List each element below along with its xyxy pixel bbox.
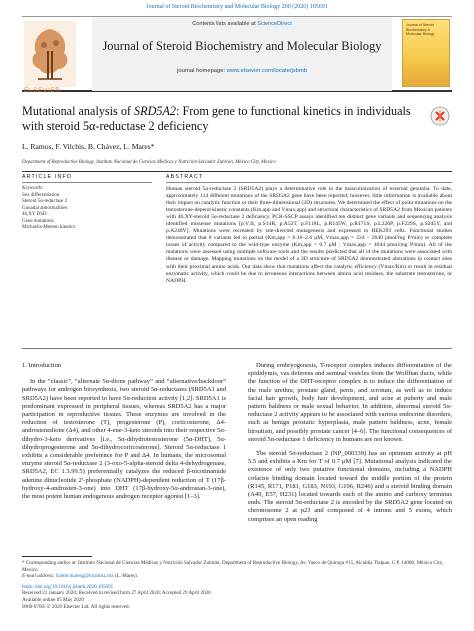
article-info-heading: ARTICLE INFO — [22, 174, 73, 180]
crossmark-icon[interactable] — [430, 106, 450, 126]
footnote-divider — [22, 556, 92, 557]
article-title: Mutational analysis of SRD5A2: From gene to functional kinetics in individuals with steroid 5α-reductase 2 deficiency — [22, 104, 411, 133]
email-line: E-mail address: lizette.maresg@incmnsz.mx (L. Mares). — [22, 573, 138, 580]
body-column-right — [248, 362, 452, 530]
keyword-item: Sex differentiation — [22, 192, 60, 198]
available-online: Available online 05 May 2020 — [22, 596, 84, 603]
email-link[interactable]: lizette.maresg@incmnsz.mx — [55, 573, 114, 580]
keyword-item: Michaelis-Menten kinetics — [22, 225, 76, 230]
keyword-item: Steroid 5α-reductase 2 — [22, 199, 68, 204]
keywords-label: Keywords: — [22, 186, 44, 191]
contents-line: Contents lists available at ScienceDirect — [192, 21, 292, 27]
elsevier-wordmark: ELSEVIER — [24, 87, 61, 94]
footnotes — [22, 560, 452, 610]
authors[interactable]: L. Ramos, F. Vilchis, B. Chávez, L. Mares* — [22, 142, 155, 151]
divider — [22, 171, 452, 172]
journal-reference[interactable]: Journal of Steroid Biochemistry and Molecular Biology 200 (2020) 105691 — [146, 4, 328, 10]
divider — [166, 182, 452, 183]
body-paragraph: The steroid 5α-reductase 2 (NP_000339) has an optimum activity at pH 5.5 and exhibits a Km for T of 0.7 μM [7]. Mutational analysis indicated the existence of only two putative functional domains, including a NADPH cofactor binding domain located toward the middle portion of the protein (R145, R171, P181, G183, N193, G196, R246) and a steroid binding domain (A49, E57, H231) located towards each of the amino and carboxy terminus ends. The steroid 5α-reductase 2 is encoded by the SRD5A2 gene located on chromosome 2 at p23 and composed of 4 introns and 5 exons, which comprises an open reading — [248, 450, 452, 523]
copyright: 0960-0760/ © 2020 Elsevier Ltd. All rights reserved. — [22, 603, 130, 610]
abstract-body: Human steroid 5α-reductase 2 (SRD5A2) plays a determinative role in the masculinization of external genitalia. To date, approximately 114 different mutations of the SRD5A2 gene have been reported; however, little information is available about their impact on catalytic function or their three-dimensional (3D) structures. We determined the effect of point mutations on the testosterone-depend kinetic constants (Km,app and Vmax,app) and structural characteristics of SRD5A2 from Mexican patients with 46,XY-steroid 5α-reductase 2 deficiency. PCR-SSCP assays identified ten distinct gene variants and sequencing analysis identified missense mutations [p.V3I, p.S14R, p.A52T, p.F118L, p.R145W, p.R171S, p.L226P, p.F229S, p.S245Y, and p.A248V]. Mutations were recreated by site-directed mutagenesis and expressed in HEK293 cells. Functional studies demonstrated that 8 variants led to partial (Km,app = 0.16–2.6 μM, Vmax,app = 224 – 2640 pmol/mg P/min) or complete losses of activity compared to the wild-type enzyme (Km,app = 0.7 μM ; Vmax,app = 4044 pmol/mg P/min). All of the mutations were assessed using multiple software tools and the results predicted that all of the mutations were associated with disease or damage. Mapping mutations on the model of a 3D structure of SRD5A2 demonstrated alterations in contact sites with their proximal amino acids. Our data show that mutations affect the catalytic efficiency (Vmax/Km) or result in residual enzymatic activity, which could be due to erroneous interactions between amino acid residues, the substrate testosterone, or NADPH. — [166, 186, 452, 284]
journal-title: Journal of Steroid Biochemistry and Molecular Biology — [102, 39, 382, 53]
body-column-left — [22, 362, 226, 507]
divider — [22, 348, 452, 349]
divider — [22, 182, 152, 183]
doi-link[interactable]: https://doi.org/10.1016/j.jsbmb.2020.105691 — [22, 583, 114, 590]
keyword-item: 46,XY DSD — [22, 212, 47, 217]
journal-homepage-link[interactable]: www.elsevier.com/locate/jsbmb — [226, 68, 307, 74]
elsevier-tree-logo — [24, 21, 76, 87]
cover-title: Journal of Steroid Biochemistry & Molecular Biology — [406, 23, 435, 36]
received-dates: Received 21 January 2020; Received in revised form 27 April 2020; Accepted 29 April 2020 — [22, 590, 211, 597]
body-paragraph: In the “classic”, “alternate 5α-dione pathway” and “alternative/backdoor” pathways for androgen biosynthesis, two steroid 5α-reductases (SRD5A1 and SRD5A2) have been reported to have 5α-reduction activity [1,2]. SRD5A1 is predominant expressed in peripheral tissues, whereas SRD5A2 has a major participation in reproductive tissues. These enzymes are involved in the reduction of testosterone (T), progesterone (P), corticosterone, Δ4-androstenedione (Δ4), and other 4-ene-3-keto steroids into their respective 5α-dihydro-3-keto derivatives [i.e., 5α-dihydrotestosterone (5α-DHT), 5α-dihydroprogesterone and 5α-dihydrocorticosterone]. Steroid 5α-reductase 1 exhibits a considerable preference for P and Δ4. In humans, the microsomal enzyme steroid 5α-reductase 2 (3-oxo-5-alpha-steroid delta 4-dehydrogenase, SRD5A2, EC 1.3.99.5) preferentially catalyzes the reduced β-nicotinamide adenine dinucleotide 2′-phosphate (NADPH)-dependent reduction of T (17β-hydroxy-4-androsten-3-one) into DHT (17β-hydroxy-5α-androstan-3-one), the most potent human endogenous androgen receptor agonist [1–3]. — [22, 378, 226, 501]
section-heading: 1. Introduction — [22, 362, 62, 369]
body-paragraph: During embryogenesis, T-receptor complex induces differentiation of the epididymis, vas deferens and seminal vesicles from the Wolffian ducts, while the function of the DHT-receptor complex is to induce the differentiation of the male urethra, prostate gland, penis, and scrotum, as well as to induce facial hair growth, body hair development, and acne at puberty and male pattern baldness or male sexual behavior. In addition, abnormal steroid 5α-reductase 2 activity appears to be associated with various endocrine disorders, such as benign prostatic hyperplasia, male pattern baldness, acne, female hirsutism, and possibly prostate cancer [4–6]. The functional consequences of steroid 5α-reductase 1 deficiency in humans are not known. — [248, 362, 452, 443]
corresponding-author-note: * Corresponding author at: Instituto Nacional de Ciencias Médicas y Nutrición Salvador Zubirán, Department of Reproductive Biology, Av. Vasco de Quiroga #15, Alcaldía Tlalpan, C.P. 14080, México City, Mexico. — [22, 560, 444, 573]
keyword-item: Gene mutations — [22, 218, 54, 224]
homepage-line: journal homepage: www.elsevier.com/locate/jsbmb — [177, 68, 307, 74]
keywords-list — [22, 186, 152, 232]
abstract-heading: ABSTRACT — [166, 174, 204, 180]
keyword-item: Gonadal abnormalities — [22, 205, 68, 211]
masthead — [22, 16, 452, 92]
journal-cover-thumbnail[interactable] — [402, 19, 450, 87]
affiliation: Department of Reproductive Biology, Instituto Nacional de Ciencias Médicas y Nutrición Salvador Zubirán, México City, Mexico — [22, 160, 276, 165]
sciencedirect-link[interactable]: ScienceDirect — [257, 21, 292, 27]
journal-banner — [92, 17, 392, 91]
